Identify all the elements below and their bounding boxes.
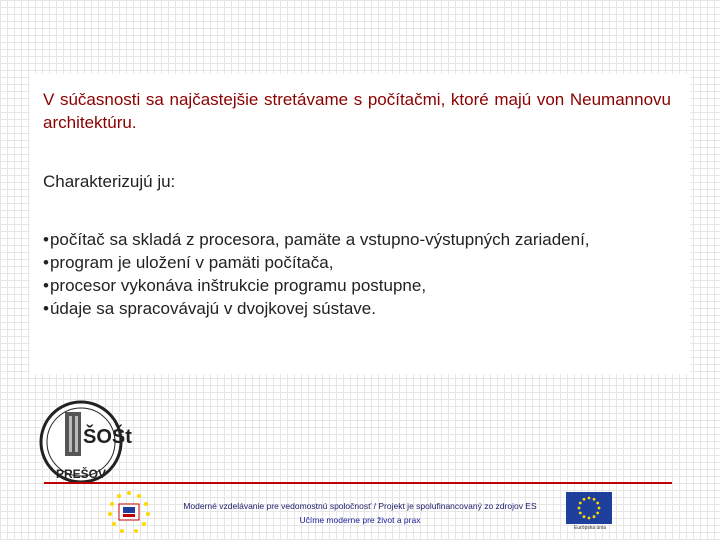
eu-logo <box>566 492 614 537</box>
eu-caption: Európska únia <box>574 525 606 531</box>
eu-flag-icon <box>566 492 612 524</box>
intro-paragraph: V súčasnosti sa najčastejšie stretávame s počítačmi, ktoré majú von Neumannovu architektúru. <box>43 90 671 132</box>
bullet-list <box>43 228 671 320</box>
characterize-heading: Charakterizujú ju: <box>43 172 176 191</box>
school-logo <box>35 398 132 490</box>
bullet-item: •program je uložení v pamäti počítača, <box>43 253 334 272</box>
bullet-item: •procesor vykonáva inštrukcie programu postupne, <box>43 276 427 295</box>
logo-school-text: ŠOŠt <box>83 426 132 448</box>
footer-project-text: Moderné vzdelávanie pre vedomostnú spoločnosť / Projekt je spolufinancovaný zo zdrojov ES <box>183 501 537 511</box>
logo-city-text: PREŠOV <box>55 467 107 481</box>
footer-motto-text: Učíme moderne pre život a prax <box>299 515 421 525</box>
ministry-emblem <box>104 489 154 535</box>
bullet-item: •počítač sa skladá z procesora, pamäte a vstupno-výstupných zariadení, <box>43 230 590 249</box>
bullet-item: •údaje sa spracovávajú v dvojkovej sústave. <box>43 299 376 318</box>
slide-content <box>30 74 690 374</box>
footer-divider <box>44 482 672 484</box>
